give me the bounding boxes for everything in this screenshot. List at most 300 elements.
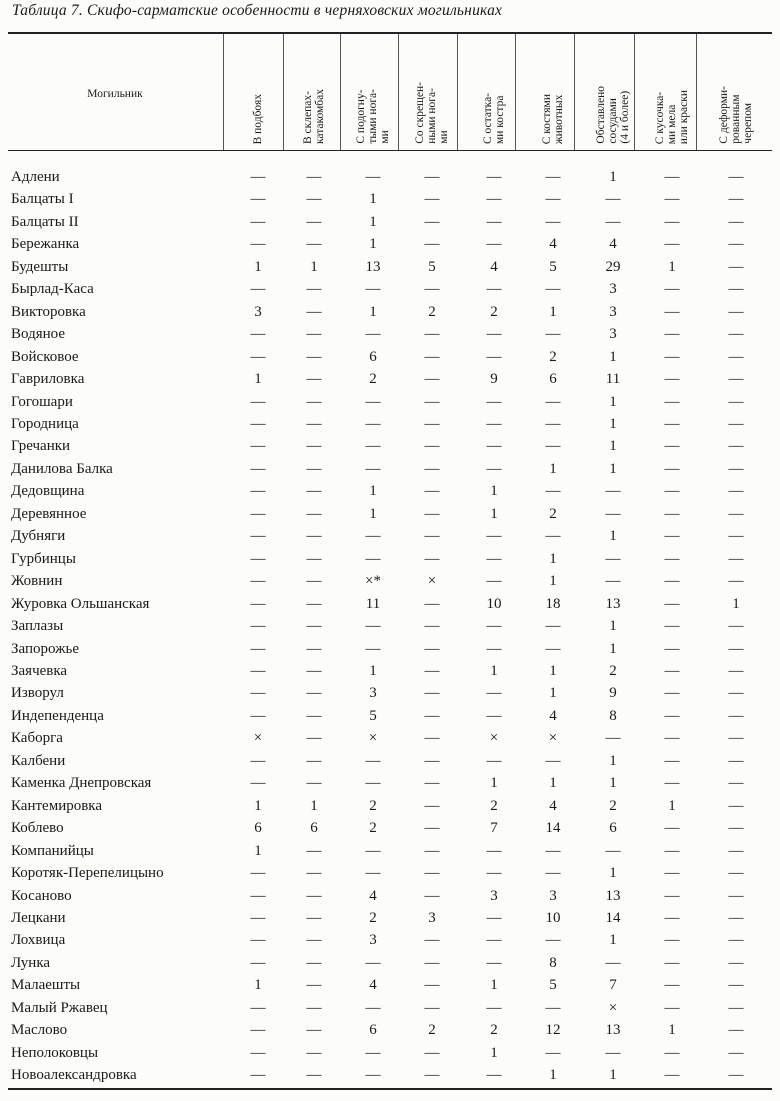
- table-row: [0, 346, 780, 368]
- table-cell: —: [728, 730, 744, 747]
- table-cell: —: [250, 169, 266, 185]
- table-cell: —: [306, 460, 322, 477]
- table-cell: —: [664, 169, 680, 185]
- table-row: [0, 435, 780, 457]
- table-cell: —: [728, 842, 744, 859]
- table-cell: —: [486, 169, 502, 185]
- table-cell: —: [424, 483, 440, 500]
- table-cell: 10: [486, 595, 502, 612]
- table-cell: —: [664, 1044, 680, 1061]
- table-cell: 4: [549, 236, 557, 253]
- table-cell: —: [424, 1067, 440, 1084]
- table-cell: —: [664, 707, 680, 724]
- table-row: [0, 795, 780, 817]
- burial-ground-name: Новоалександровка: [11, 1067, 137, 1084]
- column-header: [584, 34, 642, 144]
- table-cell: —: [545, 483, 561, 500]
- table-cell: —: [424, 326, 440, 343]
- burial-ground-name: Косаново: [11, 887, 72, 904]
- table-cell: —: [365, 438, 381, 455]
- table-cell: —: [728, 954, 744, 971]
- table-cell: 1: [549, 1067, 557, 1084]
- table-cell: —: [424, 213, 440, 230]
- table-cell: 1: [609, 460, 617, 477]
- table-cell: 11: [605, 371, 621, 388]
- table-cell: 6: [310, 820, 318, 837]
- table-cell: —: [250, 1022, 266, 1039]
- column-header-label: Обставлено сосудами (4 и более): [595, 86, 631, 144]
- table-cell: —: [250, 887, 266, 904]
- table-cell: 1: [609, 775, 617, 792]
- table-cell: —: [664, 550, 680, 567]
- burial-ground-name: Изворул: [11, 685, 64, 702]
- table-cell: —: [486, 393, 502, 410]
- table-cell: 6: [254, 820, 262, 837]
- table-cell: 13: [365, 258, 381, 275]
- table-cell: —: [306, 191, 322, 208]
- column-header-label: В склепах- катакомбах: [302, 88, 326, 144]
- table-cell: —: [486, 528, 502, 545]
- table-cell: —: [486, 348, 502, 365]
- table-cell: —: [728, 909, 744, 926]
- table-cell: —: [664, 438, 680, 455]
- burial-ground-name: Адлени: [11, 169, 60, 185]
- table-cell: —: [306, 348, 322, 365]
- table-cell: —: [365, 954, 381, 971]
- table-cell: —: [664, 640, 680, 657]
- column-header: [701, 34, 771, 144]
- table-cell: —: [424, 797, 440, 814]
- table-cell: —: [664, 303, 680, 320]
- table-cell: 10: [545, 909, 561, 926]
- table-cell: —: [728, 483, 744, 500]
- table-cell: —: [728, 820, 744, 837]
- column-header-label: С деформи- рованным черепом: [718, 86, 754, 144]
- table-cell: —: [365, 752, 381, 769]
- table-cell: —: [424, 842, 440, 859]
- table-cell: 5: [369, 707, 377, 724]
- table-cell: —: [306, 550, 322, 567]
- table-cell: 1: [609, 865, 617, 882]
- table-cell: 1: [549, 685, 557, 702]
- table-cell: —: [664, 236, 680, 253]
- table-cell: 1: [609, 932, 617, 949]
- table-cell: —: [605, 483, 621, 500]
- column-separator: [223, 34, 224, 150]
- table-cell: 2: [369, 820, 377, 837]
- table-cell: —: [365, 393, 381, 410]
- table-row: [0, 615, 780, 637]
- table-cell: —: [728, 573, 744, 590]
- table-cell: —: [306, 842, 322, 859]
- table-cell: —: [250, 348, 266, 365]
- table-cell: ×: [548, 730, 558, 747]
- table-cell: —: [424, 550, 440, 567]
- table-cell: 1: [732, 595, 740, 612]
- table-cell: —: [365, 1044, 381, 1061]
- table-cell: 14: [605, 909, 621, 926]
- table-cell: —: [728, 505, 744, 522]
- table-row: [0, 1042, 780, 1064]
- table-cell: 1: [369, 236, 377, 253]
- table-row: [0, 480, 780, 502]
- table-cell: —: [728, 393, 744, 410]
- table-cell: —: [424, 528, 440, 545]
- table-cell: 1: [254, 371, 262, 388]
- table-cell: —: [664, 281, 680, 298]
- table-cell: —: [424, 348, 440, 365]
- table-cell: 1: [369, 483, 377, 500]
- table-cell: —: [486, 640, 502, 657]
- table-cell: —: [605, 573, 621, 590]
- table-cell: ×*: [365, 573, 381, 590]
- burial-ground-name: Жовнин: [11, 573, 63, 590]
- burial-ground-name: Калбени: [11, 752, 66, 769]
- table-cell: —: [545, 999, 561, 1016]
- table-cell: —: [250, 999, 266, 1016]
- table-cell: —: [306, 640, 322, 657]
- table-cell: —: [365, 618, 381, 635]
- table-row: [0, 413, 780, 435]
- table-row: [0, 391, 780, 413]
- table-cell: 14: [545, 820, 561, 837]
- table-cell: 2: [549, 505, 557, 522]
- table-cell: 1: [549, 573, 557, 590]
- table-cell: 1: [490, 977, 498, 994]
- table-cell: —: [306, 236, 322, 253]
- table-cell: 1: [310, 258, 318, 275]
- burial-ground-name: Лунка: [11, 954, 51, 971]
- table-cell: —: [365, 528, 381, 545]
- burial-ground-name: Запорожье: [11, 640, 79, 657]
- table-row: [0, 862, 780, 884]
- table-cell: 1: [369, 662, 377, 679]
- table-row: [0, 907, 780, 929]
- table-row: [0, 188, 780, 210]
- table-cell: —: [605, 1044, 621, 1061]
- table-cell: 7: [609, 977, 617, 994]
- table-cell: 7: [490, 820, 498, 837]
- table-row: [0, 233, 780, 255]
- table-cell: —: [664, 505, 680, 522]
- table-cell: —: [306, 505, 322, 522]
- table-row: [0, 705, 780, 727]
- table-cell: 2: [609, 797, 617, 814]
- table-cell: —: [306, 662, 322, 679]
- table-cell: —: [728, 1022, 744, 1039]
- table-cell: —: [424, 505, 440, 522]
- table-cell: 29: [605, 258, 621, 275]
- burial-ground-name: Будешты: [11, 258, 69, 275]
- table-cell: —: [306, 303, 322, 320]
- table-cell: 1: [549, 303, 557, 320]
- table-row: [0, 638, 780, 660]
- table-cell: —: [424, 977, 440, 994]
- table-cell: 1: [549, 460, 557, 477]
- table-cell: —: [306, 595, 322, 612]
- table-cell: —: [250, 550, 266, 567]
- table-cell: —: [545, 415, 561, 432]
- table-row: [0, 885, 780, 907]
- table-cell: 1: [668, 797, 676, 814]
- table-cell: 6: [369, 1022, 377, 1039]
- table-cell: —: [728, 303, 744, 320]
- table-cell: 9: [609, 685, 617, 702]
- table-cell: —: [545, 865, 561, 882]
- table-cell: —: [250, 618, 266, 635]
- table-cell: —: [728, 775, 744, 792]
- table-cell: —: [545, 752, 561, 769]
- table-cell: ×: [253, 730, 263, 747]
- table-cell: —: [365, 460, 381, 477]
- table-cell: 13: [605, 1022, 621, 1039]
- table-cell: —: [306, 909, 322, 926]
- burial-ground-name: Балцаты II: [11, 213, 79, 230]
- table-cell: —: [486, 281, 502, 298]
- table-cell: —: [250, 954, 266, 971]
- table-cell: 1: [310, 797, 318, 814]
- table-cell: —: [728, 932, 744, 949]
- table-cell: —: [306, 1067, 322, 1084]
- table-body: [0, 166, 780, 1087]
- table-cell: —: [306, 483, 322, 500]
- table-cell: —: [306, 977, 322, 994]
- table-cell: 1: [609, 1067, 617, 1084]
- column-header-label: С кусочка- ми мела или краски: [654, 89, 690, 144]
- burial-ground-name: Малаешты: [11, 977, 81, 994]
- table-row: [0, 458, 780, 480]
- table-cell: 1: [369, 303, 377, 320]
- table-cell: —: [424, 640, 440, 657]
- table-cell: —: [424, 191, 440, 208]
- table-row: [0, 301, 780, 323]
- burial-ground-name: Каменка Днепровская: [11, 775, 152, 792]
- table-cell: —: [664, 932, 680, 949]
- column-header-label: С костями животных: [541, 93, 565, 144]
- table-cell: —: [728, 460, 744, 477]
- table-cell: —: [728, 528, 744, 545]
- table-cell: —: [365, 775, 381, 792]
- table-cell: —: [306, 618, 322, 635]
- table-cell: 4: [369, 887, 377, 904]
- table-cell: —: [728, 415, 744, 432]
- table-cell: 1: [609, 640, 617, 657]
- table-cell: 1: [609, 528, 617, 545]
- table-row: [0, 929, 780, 951]
- table-cell: —: [728, 752, 744, 769]
- table-cell: —: [605, 954, 621, 971]
- table-cell: —: [728, 191, 744, 208]
- table-cell: 1: [549, 550, 557, 567]
- table-cell: 2: [549, 348, 557, 365]
- table-cell: 2: [490, 797, 498, 814]
- table-row: [0, 323, 780, 345]
- table-cell: 1: [369, 191, 377, 208]
- table-cell: 2: [490, 303, 498, 320]
- table-cell: 4: [490, 258, 498, 275]
- table-cell: —: [728, 640, 744, 657]
- column-header-label: В подбоях: [252, 93, 264, 144]
- burial-ground-name: Водяное: [11, 326, 65, 343]
- table-row: [0, 368, 780, 390]
- table-cell: —: [545, 169, 561, 185]
- table-cell: 18: [545, 595, 561, 612]
- table-cell: —: [728, 1067, 744, 1084]
- table-cell: —: [664, 887, 680, 904]
- table-cell: —: [728, 326, 744, 343]
- table-cell: 1: [254, 977, 262, 994]
- table-cell: —: [424, 393, 440, 410]
- table-cell: 4: [369, 977, 377, 994]
- table-cell: —: [424, 371, 440, 388]
- table-cell: —: [486, 191, 502, 208]
- table-cell: 1: [490, 775, 498, 792]
- table-cell: —: [664, 685, 680, 702]
- table-cell: —: [545, 932, 561, 949]
- table-cell: —: [728, 236, 744, 253]
- table-cell: —: [365, 169, 381, 185]
- table-cell: —: [728, 438, 744, 455]
- table-cell: ×: [608, 999, 618, 1016]
- burial-ground-name: Дубняги: [11, 528, 66, 545]
- table-cell: —: [250, 236, 266, 253]
- table-cell: 2: [369, 909, 377, 926]
- table-cell: —: [664, 415, 680, 432]
- table-cell: —: [250, 281, 266, 298]
- table-cell: —: [424, 752, 440, 769]
- table-row: [0, 772, 780, 794]
- table-cell: —: [306, 707, 322, 724]
- table-cell: —: [545, 528, 561, 545]
- table-cell: —: [424, 820, 440, 837]
- burial-ground-name: Каборга: [11, 730, 63, 747]
- table-row: [0, 525, 780, 547]
- table-cell: 8: [609, 707, 617, 724]
- table-cell: 1: [490, 505, 498, 522]
- table-cell: —: [306, 393, 322, 410]
- table-cell: —: [250, 685, 266, 702]
- table-cell: 1: [609, 348, 617, 365]
- table-cell: —: [306, 999, 322, 1016]
- table-row: [0, 570, 780, 592]
- table-cell: —: [728, 281, 744, 298]
- table-cell: —: [728, 1044, 744, 1061]
- burial-ground-name: Компанийцы: [11, 842, 94, 859]
- table-cell: —: [605, 842, 621, 859]
- table-row: [0, 660, 780, 682]
- table-cell: —: [664, 954, 680, 971]
- table-cell: —: [250, 775, 266, 792]
- table-cell: —: [486, 573, 502, 590]
- table-row: [0, 997, 780, 1019]
- table-cell: —: [306, 438, 322, 455]
- table-cell: 1: [668, 258, 676, 275]
- table-cell: 1: [369, 505, 377, 522]
- table-cell: —: [664, 730, 680, 747]
- header-rule: [8, 150, 772, 151]
- table-cell: —: [486, 932, 502, 949]
- table-cell: —: [365, 550, 381, 567]
- burial-ground-name: Балцаты I: [11, 191, 74, 208]
- table-row: [0, 593, 780, 615]
- table-cell: —: [605, 213, 621, 230]
- table-cell: 3: [609, 326, 617, 343]
- table-cell: —: [545, 640, 561, 657]
- table-cell: —: [306, 573, 322, 590]
- table-cell: —: [486, 460, 502, 477]
- burial-ground-name: Лохвица: [11, 932, 66, 949]
- column-header: [287, 34, 342, 144]
- table-cell: —: [424, 169, 440, 185]
- table-cell: —: [605, 505, 621, 522]
- table-cell: —: [664, 393, 680, 410]
- column-header: [345, 34, 401, 144]
- table-cell: —: [486, 236, 502, 253]
- table-cell: —: [424, 730, 440, 747]
- table-cell: —: [306, 730, 322, 747]
- table-cell: —: [365, 281, 381, 298]
- table-cell: 1: [369, 213, 377, 230]
- table-cell: 5: [549, 258, 557, 275]
- table-cell: —: [250, 1044, 266, 1061]
- table-cell: —: [306, 213, 322, 230]
- table-cell: —: [664, 528, 680, 545]
- table-cell: 5: [549, 977, 557, 994]
- burial-ground-name: Городница: [11, 415, 79, 432]
- table-cell: —: [250, 1067, 266, 1084]
- table-cell: 13: [605, 595, 621, 612]
- table-cell: —: [424, 438, 440, 455]
- column-header: [642, 34, 702, 144]
- table-cell: —: [250, 528, 266, 545]
- table-cell: —: [664, 371, 680, 388]
- table-cell: —: [424, 685, 440, 702]
- table-cell: —: [664, 348, 680, 365]
- burial-ground-name: Лецкани: [11, 909, 66, 926]
- table-cell: —: [486, 326, 502, 343]
- table-cell: —: [486, 842, 502, 859]
- table-row: [0, 817, 780, 839]
- table-cell: —: [424, 954, 440, 971]
- table-cell: —: [486, 707, 502, 724]
- table-cell: 11: [365, 595, 381, 612]
- table-cell: 3: [428, 909, 436, 926]
- table-cell: —: [728, 999, 744, 1016]
- table-cell: 1: [609, 415, 617, 432]
- table-cell: 6: [369, 348, 377, 365]
- table-cell: —: [365, 999, 381, 1016]
- table-cell: —: [365, 640, 381, 657]
- table-cell: —: [664, 213, 680, 230]
- burial-ground-name: Кантемировка: [11, 797, 103, 814]
- burial-ground-name: Бережанка: [11, 236, 80, 253]
- table-cell: —: [306, 865, 322, 882]
- table-cell: —: [424, 707, 440, 724]
- table-cell: —: [306, 281, 322, 298]
- table-cell: —: [664, 775, 680, 792]
- table-cell: —: [424, 595, 440, 612]
- table-cell: —: [250, 483, 266, 500]
- table-row: [0, 548, 780, 570]
- table-cell: —: [306, 169, 322, 185]
- table-cell: —: [545, 1044, 561, 1061]
- table-cell: —: [306, 1022, 322, 1039]
- burial-ground-name: Индепенденца: [11, 707, 104, 724]
- table-cell: —: [664, 618, 680, 635]
- table-cell: 1: [490, 1044, 498, 1061]
- table-row: [0, 750, 780, 772]
- table-cell: 2: [428, 1022, 436, 1039]
